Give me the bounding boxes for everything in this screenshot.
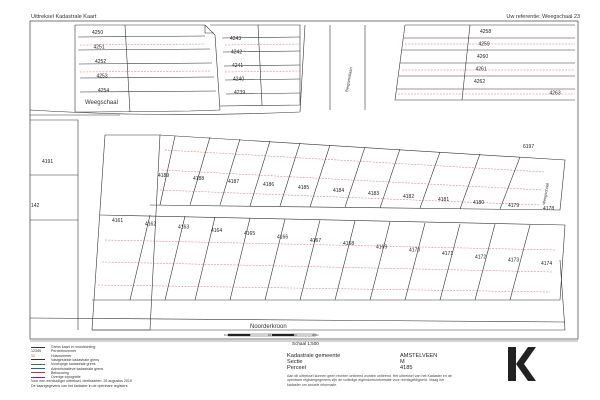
parcel-number: 4254 <box>98 88 110 94</box>
gemeente-label: Kadastrale gemeente <box>287 353 341 359</box>
parcel-number: 4174 <box>541 260 553 267</box>
parcel-number: 4241 <box>232 63 244 69</box>
legend-swatch <box>31 359 45 360</box>
legend-swatch: 12345 <box>31 349 41 354</box>
legend-label: Overige topografie <box>51 375 81 380</box>
parcel-number: 4239 <box>234 90 246 96</box>
legend-label: Bebouwing <box>51 370 69 375</box>
parcel-number: 4186 <box>263 182 275 188</box>
parcel-number: 4179 <box>508 203 520 209</box>
parcel-number: 142 <box>31 203 40 209</box>
legend-label: Voor een eenduidiger uittreksel, deelkaarten: 26 augustus 2019 <box>31 379 132 384</box>
sectie-label: Sectie <box>287 359 303 365</box>
parcel-group-misc <box>31 144 534 209</box>
parcel-number: 4181 <box>438 197 450 203</box>
legend-item <box>31 384 128 388</box>
scale-label: Schaal 1:500 <box>292 341 319 346</box>
scale-tick-label: 20 m <box>312 333 319 337</box>
street-weegschaal-vertical: Weegschaal <box>541 182 550 206</box>
parcel-number: 4188 <box>193 176 205 182</box>
perceel-label: Perceel <box>287 365 306 371</box>
legend-label: De kaartgegevens van het kadaster in de openbare registers <box>31 383 128 388</box>
parcel-number: 4165 <box>244 231 256 238</box>
parcel-number: 4261 <box>475 66 487 73</box>
parcel-number: 4182 <box>403 194 415 200</box>
parcel-group-low <box>112 218 552 267</box>
parcel-number: 4183 <box>368 191 380 197</box>
reference-label: Uw referentie: Weegschaal 23 <box>506 14 580 20</box>
parcel-number: 4187 <box>228 179 240 185</box>
parcel-number: 4167 <box>310 237 322 244</box>
legend-swatch: 12 <box>31 353 35 358</box>
parcel-number: 4243 <box>230 36 242 42</box>
legend-label: Vastgestelde kadastrale grens <box>51 357 100 362</box>
legend-swatch <box>31 364 45 365</box>
legend-swatch <box>31 377 45 378</box>
legend-swatch <box>31 368 45 369</box>
legend-label: Voorlopige kadastrale grens <box>51 362 96 367</box>
legend-label: Grens kaart in noordrichting <box>51 345 96 349</box>
parcel-number: 4263 <box>549 90 561 97</box>
legend-label: Perceelnummer <box>51 349 77 354</box>
scale-tick-label: 10 m <box>268 333 275 337</box>
parcel-number: 6197 <box>523 144 535 150</box>
legend-swatch <box>31 372 45 373</box>
parcel-lines <box>30 25 575 330</box>
parcel-number: 4185 <box>298 185 310 191</box>
parcel-number: 4171 <box>442 251 454 257</box>
parcel-number: 4178 <box>543 206 555 212</box>
legend-label: Administratieve kadastrale grens <box>51 366 104 371</box>
building-lines <box>80 41 575 292</box>
parcel-number: 4162 <box>145 221 157 228</box>
parcel-number: 4189 <box>158 173 170 179</box>
parcel-number: 4168 <box>343 241 355 248</box>
perceel-value: 4185 <box>400 365 413 371</box>
parcel-number: 4251 <box>93 44 105 51</box>
parcel-group-top-middle <box>92 30 245 96</box>
sectie-value: M <box>400 359 405 365</box>
parcel-number: 4260 <box>477 54 489 60</box>
disclaimer: Aan dit uittreksel kunnen geen rechten ontleend worden ontleend. Het uittreksel van het Kadaster en de openbare registergegevens zijn de volledige eigendomsinformatie voor rechtsgeldigheid. Vraag het kadaster om actuele informatie. <box>287 374 452 387</box>
parcel-number: 4180 <box>473 200 485 206</box>
legend-swatch <box>31 347 45 348</box>
parcel-number: 4163 <box>178 224 190 231</box>
parcel-number: 4191 <box>42 159 54 165</box>
parcel-number: 4252 <box>95 59 107 65</box>
scale-tick-label: 5 m <box>246 333 252 337</box>
scale-tick-label: 15 m <box>290 333 297 337</box>
parcel-number: 4170 <box>409 247 421 254</box>
parcel-number: 4242 <box>231 49 243 56</box>
parcel-number: 4250 <box>92 30 104 36</box>
parcel-number: 4258 <box>480 29 492 35</box>
parcel-number: 4173 <box>508 257 520 264</box>
legend-label: Huisnummer <box>51 353 72 358</box>
street-weegschaal: Weegschaal <box>85 100 118 106</box>
scale-tick-label: 0 m <box>224 333 230 337</box>
street-bergamot: Bergamotlaan <box>344 66 354 93</box>
parcel-number: 4164 <box>211 227 223 234</box>
parcel-number: 4184 <box>333 188 345 194</box>
street-noorderkroon: Noorderkroon <box>250 324 287 330</box>
gemeente-value: AMSTELVEEN <box>400 353 438 359</box>
parcel-number: 4240 <box>233 76 245 83</box>
parcel-number: 4259 <box>478 41 490 48</box>
parcel-number: 4166 <box>277 234 289 241</box>
parcel-number: 4253 <box>96 73 108 80</box>
parcel-number: 4161 <box>112 218 124 224</box>
parcel-number: 4169 <box>376 244 388 251</box>
parcel-number: 4262 <box>474 79 486 85</box>
map-title: Uittreksel Kadastrale Kaart <box>31 14 97 20</box>
parcel-number: 4172 <box>475 254 487 261</box>
kadaster-logo-icon <box>508 347 536 381</box>
parcel-group-mid <box>158 173 554 212</box>
